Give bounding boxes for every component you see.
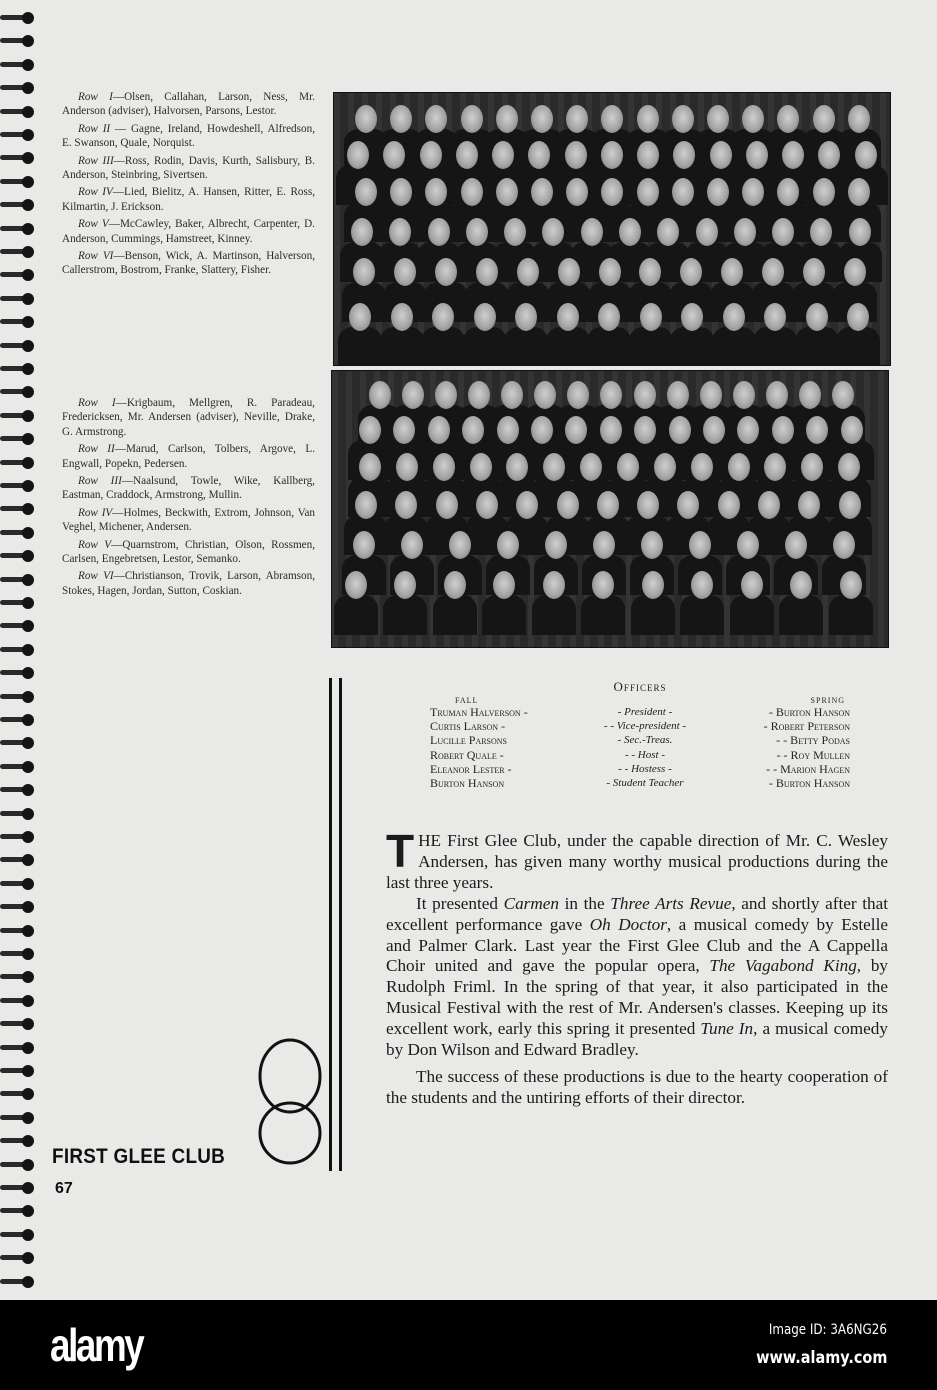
person-face: [600, 416, 622, 444]
row-label: Row IV: [78, 506, 113, 519]
person-face: [436, 491, 458, 519]
person-face: [733, 381, 755, 409]
person-face: [772, 416, 794, 444]
spring-header: SPRING: [810, 696, 845, 705]
text: in the: [559, 893, 611, 913]
row-label: Row II: [78, 443, 115, 456]
drop-cap: T: [386, 825, 415, 877]
person-face: [696, 218, 718, 246]
person-figure: [463, 327, 507, 366]
caption-row: [62, 122, 315, 151]
binding-ring: [0, 223, 34, 235]
row-names: —Christianson, Trovik, Larson, Abramson, Stokes, Hagen, Jordan, Sutton, Coskian.: [62, 570, 315, 597]
person-figure: [587, 327, 631, 366]
person-face: [746, 141, 768, 169]
decorative-loops: [250, 1038, 330, 1168]
group-photo-top: [333, 92, 891, 366]
row-names: —Benson, Wick, A. Martinson, Halverson, Callerstrom, Bostrom, Franke, Slattery, Fisher.: [62, 250, 316, 277]
row-label: Row II: [78, 122, 111, 135]
person-face: [396, 453, 418, 481]
text: It presented: [416, 893, 504, 913]
fall-officer: Robert Quale -: [430, 747, 504, 762]
row-label: Row V: [78, 218, 109, 231]
person-face: [599, 258, 621, 286]
person-face: [689, 531, 711, 559]
text: , by Rudolph Friml. In the spring of that year, it also participated in the Musical Festival with the rest of Mr. Andersen's classes. Keeping up its excellent work, early this spring it presented: [386, 956, 889, 1039]
officer-row: [430, 719, 850, 733]
row-names: —Marud, Carlson, Tolbers, Argove, L. Engwall, Popekn, Pedersen.: [62, 443, 315, 470]
person-face: [565, 141, 587, 169]
person-face: [734, 218, 756, 246]
person-face: [349, 303, 371, 331]
watermark-url: www.alamy.com: [755, 1348, 887, 1368]
binding-ring: [0, 363, 34, 375]
bottom-photo-caption: [62, 396, 315, 601]
person-face: [672, 178, 694, 206]
person-figure: [532, 595, 576, 635]
fall-officer: Lucille Parsons: [430, 733, 508, 748]
person-face: [492, 141, 514, 169]
person-figure: [629, 327, 673, 366]
binding-ring: [0, 152, 34, 164]
person-face: [799, 381, 821, 409]
caption-row: [62, 506, 315, 535]
person-face: [347, 141, 369, 169]
person-face: [654, 453, 676, 481]
person-face: [504, 218, 526, 246]
person-face: [723, 303, 745, 331]
office: - Sec.-Treas.: [617, 734, 673, 747]
paragraph: [386, 894, 888, 1061]
row-names: —Quarnstrom, Christian, Olson, Rossmen, Carlsen, Engebretsen, Lestor, Semanko.: [62, 538, 315, 566]
person-face: [710, 141, 732, 169]
person-figure: [482, 595, 526, 635]
person-face: [737, 531, 759, 559]
person-face: [359, 453, 381, 481]
text: , a musical comedy by Don Wilson and Edward Bradley.: [386, 1019, 888, 1060]
binding-ring: [0, 246, 34, 258]
person-face: [531, 416, 553, 444]
binding-ring: [0, 1135, 34, 1147]
binding-ring: [0, 808, 34, 820]
person-figure: [670, 327, 714, 366]
person-figure: [421, 327, 465, 366]
person-face: [700, 381, 722, 409]
binding-ring: [0, 878, 34, 890]
person-figure: [795, 327, 839, 366]
title-italic: Carmen: [503, 893, 560, 913]
binding-ring: [0, 457, 34, 469]
person-face: [435, 381, 457, 409]
person-face: [345, 571, 367, 599]
person-face: [449, 531, 471, 559]
binding-ring: [0, 644, 34, 656]
binding-ring: [0, 948, 34, 960]
office: - Student Teacher: [606, 777, 684, 790]
person-face: [444, 571, 466, 599]
binding-ring: [0, 82, 34, 94]
binding-ring: [0, 971, 34, 983]
person-face: [351, 218, 373, 246]
person-face: [355, 105, 377, 133]
binding-ring: [0, 784, 34, 796]
person-face: [433, 453, 455, 481]
person-face: [531, 105, 553, 133]
binding-ring: [0, 714, 34, 726]
officer-row: [430, 733, 850, 747]
person-face: [470, 453, 492, 481]
row-label: Row I: [78, 91, 113, 103]
person-face: [456, 141, 478, 169]
binding-ring: [0, 433, 34, 445]
paragraph-text: The success of these productions is due to the hearty cooperation of the students and the untiring efforts of their director.: [386, 1066, 888, 1107]
person-face: [394, 258, 416, 286]
fall-officer: Eleanor Lester -: [430, 761, 512, 776]
person-figure: [836, 327, 880, 366]
person-face: [667, 381, 689, 409]
row-label: Row III: [78, 475, 122, 488]
article-body: [386, 825, 889, 1109]
person-face: [496, 105, 518, 133]
binding-ring: [0, 550, 34, 562]
caption-row: [62, 185, 315, 214]
person-face: [581, 218, 603, 246]
binding-ring: [0, 269, 34, 281]
person-face: [461, 105, 483, 133]
binding-ring: [0, 1159, 34, 1171]
row-label: Row VI: [78, 570, 114, 583]
binding-ring: [0, 1065, 34, 1077]
binding-ring: [0, 386, 34, 398]
officer-row: [430, 748, 850, 762]
person-face: [707, 178, 729, 206]
binding-ring: [0, 106, 34, 118]
person-face: [496, 178, 518, 206]
binding-ring: [0, 503, 34, 515]
caption-row: [62, 538, 315, 567]
person-face: [435, 258, 457, 286]
person-face: [601, 141, 623, 169]
person-face: [359, 416, 381, 444]
row-names: — Gagne, Ireland, Howdeshell, Alfredson, E. Swanson, Quale, Norquist.: [62, 122, 315, 150]
person-face: [832, 381, 854, 409]
title-italic: Tune In: [700, 1019, 754, 1039]
binding-ring: [0, 854, 34, 866]
binding-ring: [0, 1112, 34, 1124]
binding-ring: [0, 293, 34, 305]
title-italic: The Vagabond King: [709, 956, 857, 976]
person-figure: [730, 595, 774, 635]
person-face: [840, 571, 862, 599]
person-face: [353, 258, 375, 286]
binding-ring: [0, 199, 34, 211]
person-face: [741, 571, 763, 599]
binding-ring: [0, 176, 34, 188]
binding-ring: [0, 1229, 34, 1241]
image-id: Image ID: 3A6NG26: [768, 1322, 887, 1338]
person-face: [848, 178, 870, 206]
person-figure: [753, 327, 797, 366]
person-face: [848, 105, 870, 133]
fall-officer: Truman Halverson -: [430, 705, 528, 719]
binding-ring: [0, 1182, 34, 1194]
binding-ring: [0, 597, 34, 609]
person-face: [766, 381, 788, 409]
person-face: [833, 531, 855, 559]
person-face: [844, 258, 866, 286]
caption-row: [62, 154, 315, 183]
person-face: [353, 531, 375, 559]
person-face: [728, 453, 750, 481]
person-face: [401, 531, 423, 559]
person-figure: [829, 595, 873, 635]
person-face: [355, 178, 377, 206]
office: - - Hostess -: [618, 762, 672, 775]
officer-row: [430, 762, 850, 776]
binding-ring: [0, 35, 34, 47]
person-face: [428, 416, 450, 444]
officer-row: [430, 776, 850, 790]
person-face: [557, 303, 579, 331]
person-face: [672, 105, 694, 133]
binding-ring: [0, 831, 34, 843]
fall-officer: Curtis Larson -: [430, 719, 506, 734]
caption-row: [62, 396, 315, 439]
binding-ring: [0, 1088, 34, 1100]
person-figure: [383, 595, 427, 635]
caption-row: [62, 569, 315, 598]
row-names: —McCawley, Baker, Albrecht, Carpenter, D. Anderson, Cummings, Hamstreet, Kinney.: [62, 218, 315, 245]
spring-officer: - - Betty Podas: [776, 733, 850, 748]
person-face: [580, 453, 602, 481]
group-photo-bottom: [331, 370, 889, 648]
binding-ring: [0, 1018, 34, 1030]
title-italic: Three Arts Revue: [610, 893, 732, 913]
person-face: [355, 491, 377, 519]
person-face: [849, 218, 871, 246]
person-face: [515, 303, 537, 331]
person-figure: [712, 327, 756, 366]
caption-row: [62, 217, 315, 246]
binding-ring: [0, 620, 34, 632]
binding-ring: [0, 1042, 34, 1054]
person-face: [838, 453, 860, 481]
watermark-footer: [0, 1300, 937, 1390]
person-face: [707, 105, 729, 133]
person-face: [557, 491, 579, 519]
binding-ring: [0, 12, 34, 24]
fall-header: FALL: [455, 696, 479, 705]
person-face: [718, 491, 740, 519]
person-face: [813, 178, 835, 206]
person-face: [669, 416, 691, 444]
binding-ring: [0, 59, 34, 71]
text: , and shortly after that excellent performance gave: [386, 893, 888, 934]
person-face: [641, 531, 663, 559]
binding-ring: [0, 480, 34, 492]
top-photo-caption: [62, 90, 315, 281]
binding-ring: [0, 691, 34, 703]
person-face: [617, 453, 639, 481]
binding-ring: [0, 761, 34, 773]
person-face: [497, 416, 519, 444]
person-face: [531, 178, 553, 206]
row-names: —Ross, Rodin, Davis, Kurth, Salisbury, B. Anderson, Steinbring, Sivertsen.: [62, 154, 315, 182]
binding-ring: [0, 129, 34, 141]
caption-row: [62, 249, 315, 278]
binding-ring: [0, 737, 34, 749]
binding-ring: [0, 1252, 34, 1264]
title-italic: Oh Doctor: [589, 914, 667, 934]
person-face: [432, 303, 454, 331]
person-face: [402, 381, 424, 409]
person-face: [634, 381, 656, 409]
person-face: [855, 141, 877, 169]
binding-ring: [0, 901, 34, 913]
person-face: [466, 218, 488, 246]
person-face: [785, 531, 807, 559]
person-face: [758, 491, 780, 519]
fall-officer: Burton Hanson: [430, 776, 505, 791]
person-face: [790, 571, 812, 599]
person-face: [428, 218, 450, 246]
row-names: —Olsen, Callahan, Larson, Ness, Mr. Anderson (adviser), Halvorsen, Parsons, Lestor.: [62, 91, 315, 118]
person-face: [640, 303, 662, 331]
person-figure: [779, 595, 823, 635]
decorative-rule: [339, 678, 342, 1171]
officers-table: [430, 679, 850, 790]
person-face: [813, 105, 835, 133]
person-face: [703, 416, 725, 444]
person-face: [597, 491, 619, 519]
office: - - Host -: [624, 748, 666, 761]
person-face: [517, 258, 539, 286]
paragraph-text: HE First Glee Club, under the capable direction of Mr. C. Wesley Andersen, has given many worthy musical productions during the last three years.: [386, 831, 888, 892]
person-face: [637, 141, 659, 169]
person-face: [806, 303, 828, 331]
person-figure: [334, 595, 378, 635]
row-names: —Krigbaum, Mellgren, R. Paradeau, Fredericksen, Mr. Andersen (adviser), Neville, Drake, G. Armstrong.: [62, 397, 315, 438]
person-figure: [581, 595, 625, 635]
paragraph: [386, 825, 888, 894]
person-face: [619, 218, 641, 246]
person-face: [803, 258, 825, 286]
binding-ring: [0, 410, 34, 422]
binding-ring: [0, 667, 34, 679]
binding-ring: [0, 527, 34, 539]
person-face: [476, 491, 498, 519]
row-label: Row IV: [78, 186, 113, 199]
person-face: [391, 303, 413, 331]
spring-officer: - - Roy Mullen: [776, 747, 850, 762]
person-figure: [680, 595, 724, 635]
binding-ring: [0, 316, 34, 328]
row-names: —Lied, Bielitz, A. Hansen, Ritter, E. Ross, Kilmartin, J. Erickson.: [62, 186, 316, 213]
binding-ring: [0, 574, 34, 586]
binding-ring: [0, 1276, 34, 1288]
person-face: [642, 571, 664, 599]
person-face: [558, 258, 580, 286]
text: , a musical comedy by Estelle and Palmer Clark. Last year the First Glee Club and the A Cappella Choir united and gave the popular opera,: [386, 914, 888, 976]
person-face: [476, 258, 498, 286]
person-face: [474, 303, 496, 331]
person-face: [637, 178, 659, 206]
caption-row: [62, 442, 315, 471]
row-names: —Naalsund, Towle, Wike, Kallberg, Eastman, Craddock, Armstrong, Mullin.: [62, 475, 315, 502]
person-face: [772, 218, 794, 246]
spring-officer: - - Marion Hagen: [766, 761, 850, 776]
row-names: —Holmes, Beckwith, Extrom, Johnson, Van Veghel, Michener, Andersen.: [62, 506, 315, 534]
officers-title: Officers: [613, 679, 667, 694]
office: - President -: [617, 706, 673, 718]
person-figure: [631, 595, 675, 635]
person-face: [369, 381, 391, 409]
officer-row: [430, 705, 850, 719]
person-face: [497, 531, 519, 559]
person-face: [543, 571, 565, 599]
person-face: [420, 141, 442, 169]
person-figure: [338, 327, 382, 366]
row-label: Row V: [78, 538, 112, 551]
person-face: [545, 531, 567, 559]
person-face: [461, 178, 483, 206]
person-figure: [380, 327, 424, 366]
person-figure: [433, 595, 477, 635]
person-face: [593, 531, 615, 559]
spring-officer: - Burton Hanson: [768, 705, 850, 719]
page-number: 67: [55, 1180, 73, 1197]
person-face: [839, 491, 861, 519]
alamy-logo: alamy: [50, 1319, 143, 1371]
person-face: [637, 491, 659, 519]
spring-officer: - Burton Hanson: [768, 776, 850, 791]
binding-ring: [0, 995, 34, 1007]
person-figure: [546, 327, 590, 366]
person-face: [691, 453, 713, 481]
person-figure: [504, 327, 548, 366]
office: - - Vice-president -: [603, 720, 687, 733]
row-label: Row III: [78, 154, 114, 167]
section-title: FIRST GLEE CLUB: [52, 1145, 226, 1168]
binding-ring: [0, 340, 34, 352]
person-face: [637, 105, 659, 133]
person-face: [841, 416, 863, 444]
caption-row: [62, 474, 315, 503]
binding-ring: [0, 1205, 34, 1217]
binding-ring: [0, 925, 34, 937]
paragraph: [386, 1067, 888, 1109]
row-label: Row VI: [78, 250, 114, 263]
caption-row: [62, 90, 315, 119]
spring-officer: - Robert Peterson: [763, 719, 850, 734]
row-label: Row I: [78, 397, 116, 409]
